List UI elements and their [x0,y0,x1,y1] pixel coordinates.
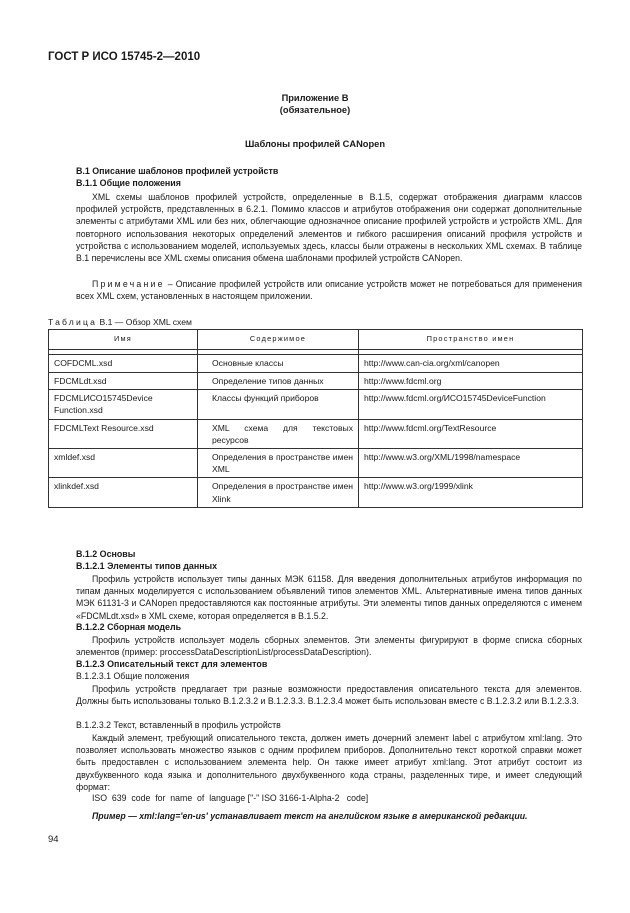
paragraph-data-types: Профиль устройств использует типы данных МЭК 61158. Для введения дополнительных атрибутов информация по типам данных моделируется с использованием объявлений типов элементов XML. Альтернативные имена типов данных МЭК 61131-3 и CANopen предоставляются как постоянные атрибуты. Эти элементы типов данных определяются с именем «FDCMLdt.xsd» в XML схеме, которая определяется в В.1.5.2. [76,574,582,621]
cell-name: FDCMLdt.xsd [49,373,198,390]
section-b1: В.1 Описание шаблонов профилей устройств [76,166,279,176]
annex-title: Приложение В [281,93,349,103]
section-b1231: В.1.2.3.1 Общие положения [76,671,190,681]
cell-namespace: http://www.can-cia.org/xml/canopen [359,355,583,373]
section-b122: В.1.2.2 Сборная модель [76,622,182,632]
cell-name: FDCMLText Resource.xsd [49,419,198,448]
xml-schemas-table [48,329,583,508]
table-caption-rest: В.1 — Обзор XML схем [97,317,192,327]
cell-namespace: http://www.w3.org/XML/1998/namespace [359,449,583,478]
header-name: Имя [49,330,198,350]
cell-name: xmldef.xsd [49,449,198,478]
document-code: ГОСТ Р ИСО 15745-2—2010 [48,51,201,63]
table-caption-word: Таблица [48,317,98,327]
cell-namespace: http://www.w3.org/1999/xlink [359,478,583,507]
cell-content: Основные классы [198,355,359,373]
paragraph-general: XML схемы шаблонов профилей устройств, определенные в В.1.5, содержат отображения диаграмм классов профилей устройств, представленных в 6.2.1. Помимо классов и атрибутов отображения они содержат дополнительные элементы с атрибутами XML или без них, облегчающие однозначное описание профилей устройств и устройств XML. Для повторного использования некоторых определений элементов и гибкого расширения описаний профиля устройств и устройства с использованием моделей, используемых здесь, классы были отражены в нескольких XML схемах. В таблице В.1 перечислены все XML схемы описания обмена шаблонами профилей устройств CANopen. [76,192,582,264]
section-b12: В.1.2 Основы [76,549,136,559]
cell-name: COFDCML.xsd [49,355,198,373]
paragraph-assembly: Профиль устройств использует модель сборных элементов. Эти элементы фигурируют в форме списка сборных элементов (пример: proccessDataDescriptionList/processDataDescription). [76,635,582,658]
cell-namespace: http://www.fdcml.org/TextResource [359,419,583,448]
table-row [49,449,583,478]
table-row [49,355,583,373]
annex-status: (обязательное) [279,105,351,115]
table-row [49,478,583,507]
cell-content: XML схема для текстовых ресурсов [198,419,359,448]
cell-namespace: http://www.fdcml.org/ИСО15745DeviceFunction [359,390,583,419]
header-namespace: Пространство имен [359,330,583,350]
cell-content: Классы функций приборов [198,390,359,419]
annex-heading: Шаблоны профилей CANopen [244,139,386,149]
cell-namespace: http://www.fdcml.org [359,373,583,390]
table-caption [48,317,192,327]
note-label: Примечание [92,279,165,289]
language-format: ISO 639 code for name of language ["-" ISO 3166-1-Alpha-2 code] [92,793,369,803]
cell-name: xlinkdef.xsd [49,478,198,507]
header-content: Содержимое [198,330,359,350]
paragraph-label-element: Каждый элемент, требующий описательного текста, должен иметь дочерний элемент label с атрибутом xml:lang. Это позволяет использовать множество языков с одним профилем приборов. Дополнительно текст короткой справки может быть предоставлен с использованием элемента help. Он также имеет атрибут xml:lang. Этот атрибут состоит из двухбуквенного кода языка и дополнительного двухбуквенного кода страны, разделенных тире, и имеет следующий формат: [76,733,582,792]
cell-content: Определение типов данных [198,373,359,390]
table-header-row [49,330,583,350]
section-b1232: В.1.2.3.2 Текст, вставленный в профиль устройств [76,720,281,730]
note-text: – Описание профилей устройств или описание устройств может не потребоваться для применения всех XML схем, установленных в настоящем приложении. [76,279,582,302]
section-b123: В.1.2.3 Описательный текст для элементов [76,659,268,669]
section-b121: В.1.2.1 Элементы типов данных [76,561,218,571]
example: Пример — xml:lang='en-us' устанавливает текст на английском языке в американской редакции. [92,811,528,821]
table-row [49,390,583,419]
page-number: 94 [48,834,59,845]
cell-content: Определения в пространстве имен XML [198,449,359,478]
note [76,278,582,302]
table-row [49,373,583,390]
cell-name: FDCMLИСО15745Device Function.xsd [49,390,198,419]
section-b11: В.1.1 Общие положения [76,178,181,188]
cell-content: Определения в пространстве имен Xlink [198,478,359,507]
paragraph-description-options: Профиль устройств предлагает три разные возможности предоставления описательного текста для элементов. Должны быть использованы только В.1.2.3.2 и В.1.2.3.3. В.1.2.3.4 может быть использован вместе с В.1.2.3.2 или В.1.2.3.3. [76,684,582,707]
table-row [49,419,583,448]
